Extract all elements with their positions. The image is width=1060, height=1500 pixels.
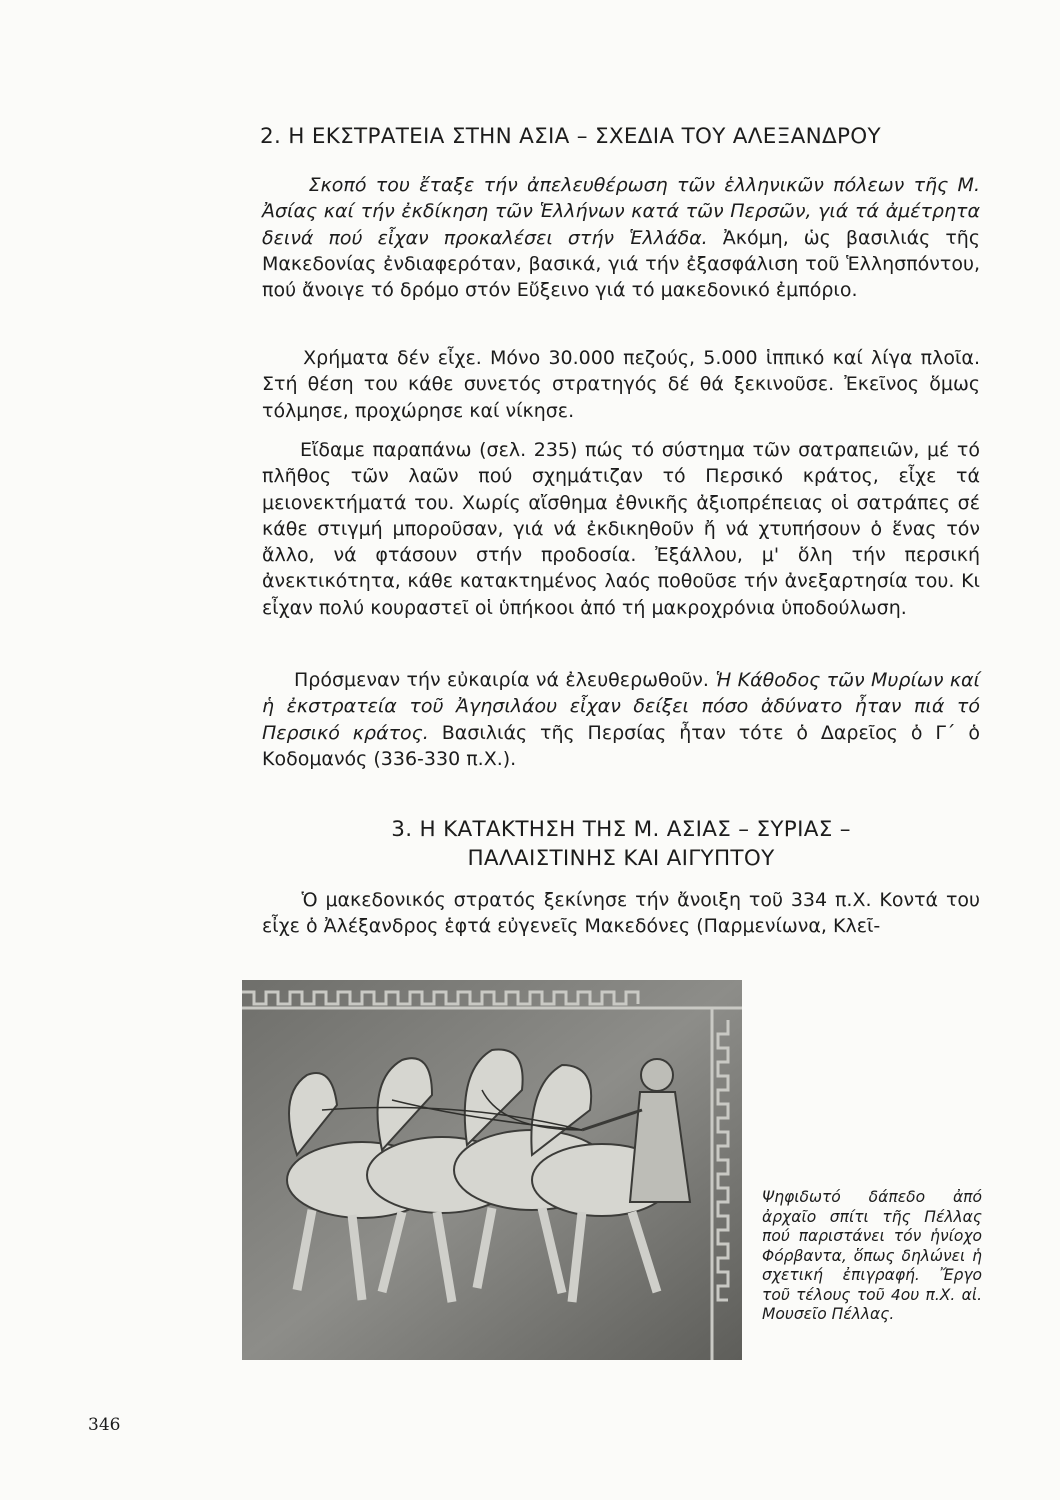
section-3-heading-line-2: ΠΑΛΑΙΣΤΙΝΗΣ ΚΑΙ ΑΙΓΥΠΤΟΥ	[467, 846, 775, 871]
section-2-heading: 2. Η ΕΚΣΤΡΑΤΕΙΑ ΣΤΗΝ ΑΣΙΑ – ΣΧΕΔΙΑ ΤΟΥ ΑΛΕΞΑΝΔΡΟΥ	[260, 124, 881, 149]
figure-caption: Ψηφιδωτό δάπεδο ἀπό ἀρχαῖο σπίτι τῆς Πέλλας πού παριστάνει τόν ἡνίοχο Φόρβαντα, ὅπως δηλώνει ἡ σχετική ἐπιγραφή. Ἔργο τοῦ τέλους τοῦ 4ου π.Χ. αἰ. Μουσεῖο Πέλλας.	[762, 1188, 982, 1323]
paragraph-2-text: Χρήματα δέν εἶχε. Μόνο 30.000 πεζούς, 5.000 ἱππικό καί λίγα πλοῖα. Στή θέση του κάθε συνετός στρατηγός δέ θά ξεκινοῦσε. Ἐκεῖνος ὅμως τόλμησε, προχώρησε καί νίκησε.	[262, 347, 980, 422]
mosaic-charioteer-image	[242, 980, 742, 1360]
paragraph-1-rest: Ἀκόμη, ὡς βασιλιάς τῆς Μακεδονίας ἐνδιαφερόταν, βασικά, γιά τήν ἐξασφάλιση τοῦ Ἑλλησπόντου, πού ἄνοιγε τό δρόμο στόν Εὔξεινο γιά τό μακεδονικό ἐμπόριο.	[262, 226, 981, 302]
paragraph-4-c: Βασιλιάς τῆς Περσίας ἦταν τότε ὁ Δαρεῖος ὁ Γ΄ ὁ Κοδομανός (336-330 π.Χ.).	[262, 721, 980, 770]
section-3-heading	[262, 815, 980, 873]
section-2-paragraph-4	[262, 667, 980, 772]
section-3-paragraph-1	[262, 887, 980, 940]
section-2-paragraph-1	[262, 172, 980, 303]
paragraph-4-italic: Ἡ Κάθοδος τῶν Μυρίων καί ἡ ἐκστρατεία τοῦ Ἀγησιλάου εἶχαν δείξει πόσο ἀδύνατο ἦταν πιά τό Περσικό κράτος.	[262, 669, 980, 744]
section-3-paragraph-1-text: Ὁ μακεδονικός στρατός ξεκίνησε τήν ἄνοιξη τοῦ 334 π.Χ. Κοντά του εἶχε ὁ Ἀλέξανδρος ἑφτά εὐγενεῖς Μακεδόνες (Παρμενίωνα, Κλεῖ-	[262, 889, 980, 938]
page-number: 346	[88, 1415, 121, 1435]
section-2-paragraph-2	[262, 345, 980, 424]
section-3-heading-line-1: 3. Η ΚΑΤΑΚΤΗΣΗ ΤΗΣ Μ. ΑΣΙΑΣ – ΣΥΡΙΑΣ –	[391, 817, 851, 842]
paragraph-4-a: Πρόσμεναν τήν εὐκαιρία νά ἐλευθερωθοῦν.	[294, 669, 716, 691]
section-2-paragraph-3	[262, 437, 980, 621]
paragraph-1-italic: Σκοπό του ἔταξε τήν ἀπελευθέρωση τῶν ἑλληνικῶν πόλεων τῆς Μ. Ἀσίας καί τήν ἐκδίκηση τῶν Ἑλλήνων κατά τῶν Περσῶν, γιά τά ἀμέτρητα δεινά πού εἶχαν προκαλέσει στήν Ἑλλάδα.	[262, 174, 980, 249]
paragraph-3-text: Εἴδαμε παραπάνω (σελ. 235) πώς τό σύστημα τῶν σατραπειῶν, μέ τό πλῆθος τῶν λαῶν πού σχημάτιζαν τό Περσικό κράτος, εἶχε τά μειονεκτήματά του. Χωρίς αἴσθημα ἐθνικῆς ἀξιοπρέπειας οἱ σατράπες σέ κάθε στιγμή μποροῦσαν, γιά νά ἐκδικηθοῦν ἤ νά χτυπήσουν ὁ ἕνας τόν ἄλλο, νά φτάσουν στήν προδοσία. Ἐξάλλου, μ' ὅλη τήν περσική ἀνεκτικότητα, κάθε κατακτημένος λαός ποθοῦσε τήν ἀνεξαρτησία του. Κι εἶχαν πολύ κουραστεῖ οἱ ὑπήκοοι ἀπό τή μακροχρόνια ὑποδούλωση.	[262, 439, 980, 619]
mosaic-drawing	[242, 980, 742, 1360]
